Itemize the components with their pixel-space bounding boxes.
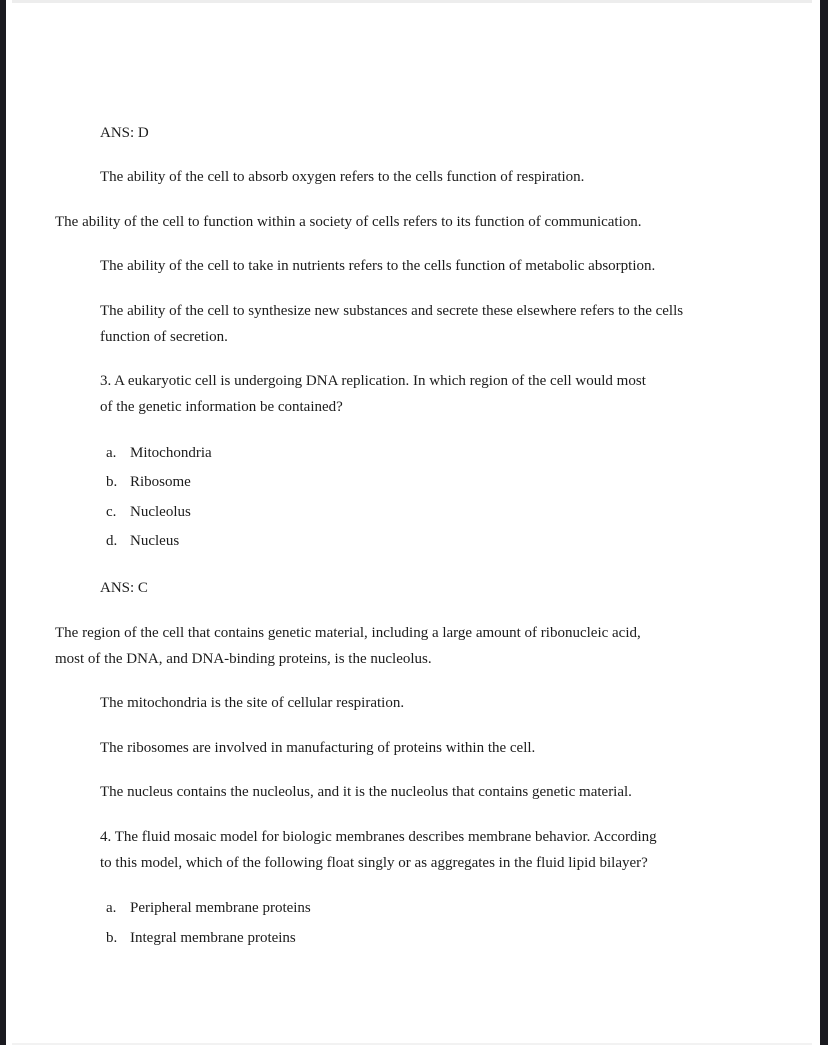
rationale-respiration: The ability of the cell to absorb oxygen refers to the cells function of respiration. [100,169,585,185]
option-label: Integral membrane proteins [130,929,296,946]
question-3-line-2: of the genetic information be contained? [100,399,343,415]
rationale-secretion-line-1: The ability of the cell to synthesize new substances and secrete these elsewhere refers to the cells [100,302,684,319]
question-4 [100,824,820,876]
option-label: Peripheral membrane proteins [130,900,311,916]
option-label: Nucleolus [130,503,191,520]
question-4-options [106,894,820,953]
option-q3-c [106,498,820,528]
question-4-line-2: to this model, which of the following float singly or as aggregates in the fluid lipid bilayer? [100,854,648,871]
rationale-nucleus: The nucleus contains the nucleolus, and it is the nucleolus that contains genetic material. [100,784,632,800]
option-letter: c. [106,503,117,520]
answer-line-c: ANS: C [100,580,148,596]
option-letter: b. [106,474,118,490]
answer-line-d: ANS: D [100,124,149,141]
rationale-secretion-line-2: function of secretion. [100,328,228,345]
document-page [6,0,820,1045]
question-3 [100,368,820,420]
option-label: Nucleus [130,533,180,549]
option-label: Mitochondria [130,444,212,461]
option-letter: a. [106,444,117,461]
option-q3-d [106,527,820,557]
option-label: Ribosome [130,474,191,490]
rationale-ribosomes: The ribosomes are involved in manufacturing of proteins within the cell. [100,739,536,756]
option-letter: b. [106,929,118,946]
option-q3-b [106,468,820,498]
rationale-communication: The ability of the cell to function within a society of cells refers to its function of communication. [55,213,642,230]
option-q4-b [106,924,820,954]
rationale-nucleolus-line-2: most of the DNA, and DNA-binding proteins, is the nucleolus. [55,650,432,667]
rationale-nucleolus-line-1: The region of the cell that contains genetic material, including a large amount of ribonucleic acid, [55,624,641,641]
option-letter: d. [106,533,118,549]
option-q4-a [106,894,820,924]
question-4-line-1: 4. The fluid mosaic model for biologic membranes describes membrane behavior. According [100,828,657,845]
page-top-edge [12,0,812,3]
rationale-nucleolus [55,620,820,672]
option-q3-a [106,439,820,469]
rationale-mitochondria: The mitochondria is the site of cellular respiration. [100,695,405,711]
rationale-secretion [100,298,820,350]
option-letter: a. [106,900,117,916]
question-3-line-1: 3. A eukaryotic cell is undergoing DNA replication. In which region of the cell would most [100,373,646,389]
rationale-metabolic-absorption: The ability of the cell to take in nutrients refers to the cells function of metabolic absorption. [100,258,656,274]
question-3-options [106,439,820,557]
app-background-right-edge [820,0,828,1045]
